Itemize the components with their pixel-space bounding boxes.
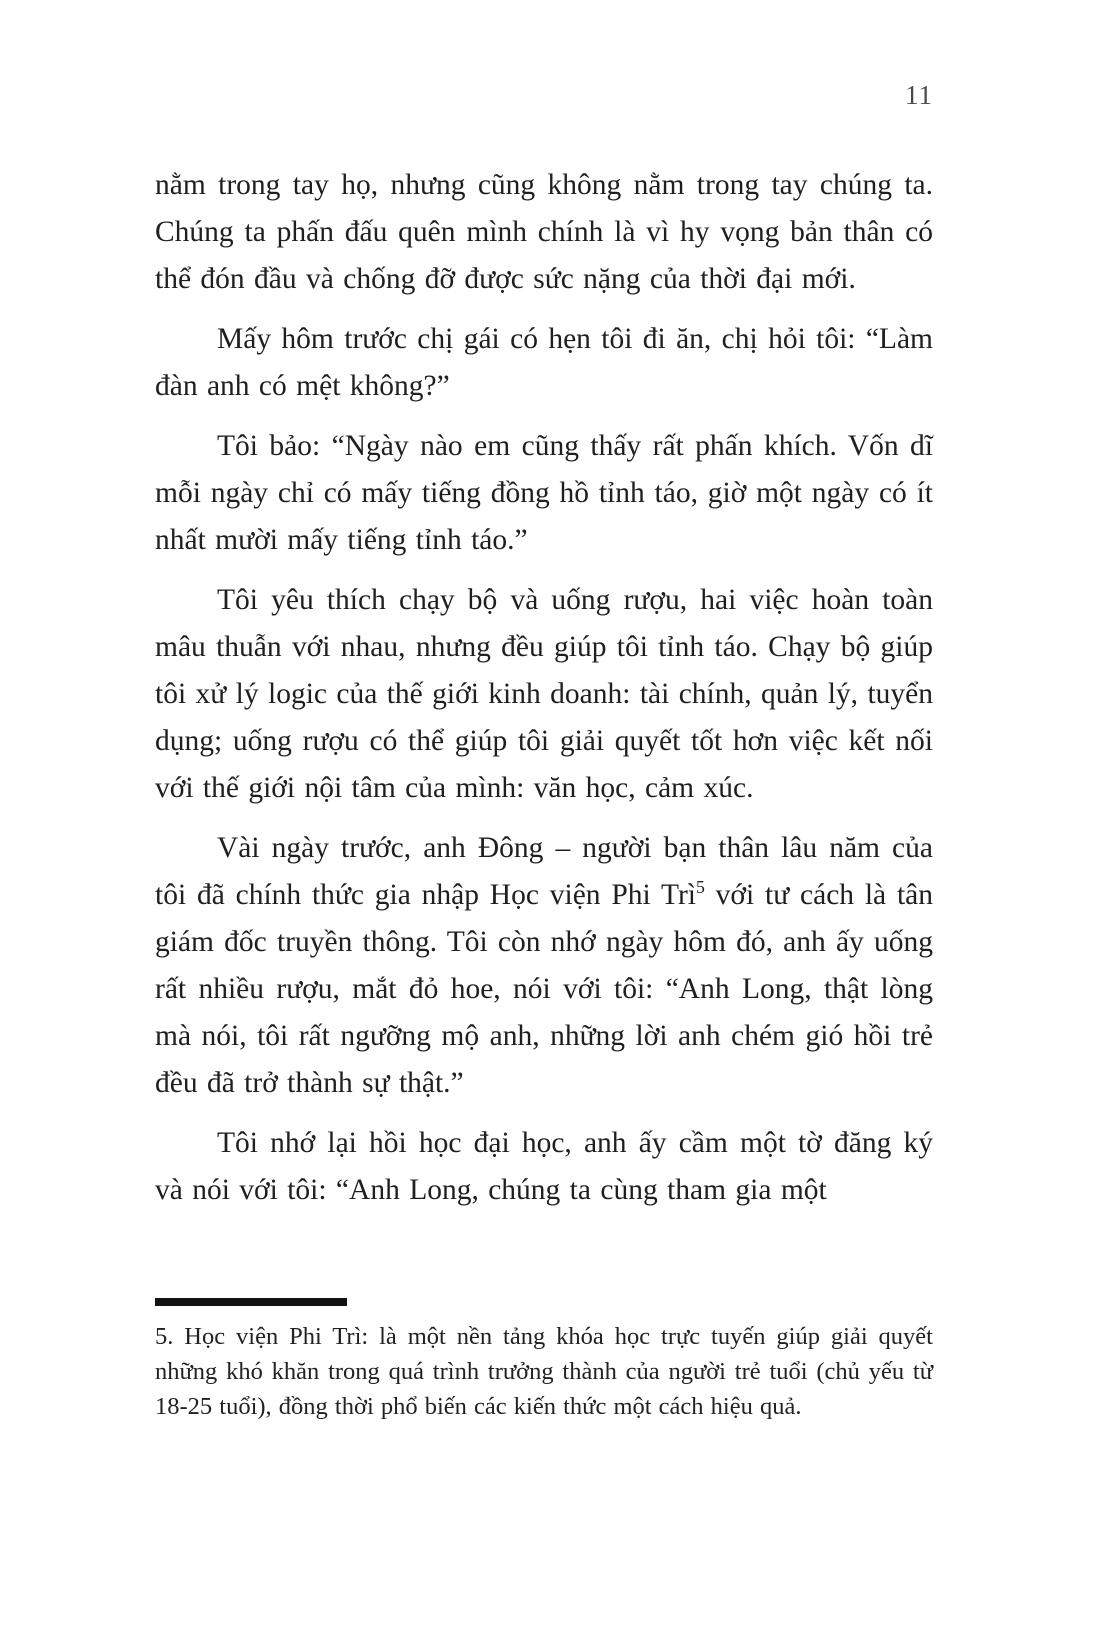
paragraph-1: nằm trong tay họ, nhưng cũng không nằm trong tay chúng ta. Chúng ta phấn đấu quên mình chính là vì hy vọng bản thân có thể đón đầu và chống đỡ được sức nặng của thời đại mới. — [155, 169, 933, 295]
page-number: 11 — [905, 80, 933, 110]
footnote-text: 5. Học viện Phi Trì: là một nền tảng khóa học trực tuyến giúp giải quyết những khó khăn trong quá trình trưởng thành của người trẻ tuổi (chủ yếu từ 18-25 tuổi), đồng thời phổ biến các kiến thức một cách hiệu quả. — [155, 1323, 933, 1420]
paragraph-6: Tôi nhớ lại hồi học đại học, anh ấy cầm một tờ đăng ký và nói với tôi: “Anh Long, chúng ta cùng tham gia một — [155, 1127, 933, 1206]
paragraph-2: Mấy hôm trước chị gái có hẹn tôi đi ăn, chị hỏi tôi: “Làm đàn anh có mệt không?” — [155, 323, 933, 402]
paragraph-5 — [155, 825, 933, 1107]
paragraph-5-text-after-ref: với tư cách là tân giám đốc truyền thông. Tôi còn nhớ ngày hôm đó, anh ấy uống rất nhiều rượu, mắt đỏ hoe, nói với tôi: “Anh Long, thật lòng mà nói, tôi rất ngưỡng mộ anh, những lời anh chém gió hồi trẻ đều đã trở thành sự thật.” — [155, 879, 933, 1099]
body-text — [155, 162, 933, 1214]
footnote-reference-5: 5 — [696, 877, 705, 898]
paragraph-5-text-before-ref: Vài ngày trước, anh Đông – người bạn thân lâu năm của tôi đã chính thức gia nhập Học viện Phi Trì — [155, 832, 933, 911]
paragraph-4: Tôi yêu thích chạy bộ và uống rượu, hai việc hoàn toàn mâu thuẫn với nhau, nhưng đều giúp tôi tỉnh táo. Chạy bộ giúp tôi xử lý logic của thế giới kinh doanh: tài chính, quản lý, tuyển dụng; uống rượu có thể giúp tôi giải quyết tốt hơn việc kết nối với thế giới nội tâm của mình: văn học, cảm xúc. — [155, 584, 933, 804]
paragraph-3: Tôi bảo: “Ngày nào em cũng thấy rất phấn khích. Vốn dĩ mỗi ngày chỉ có mấy tiếng đồng hồ tỉnh táo, giờ một ngày có ít nhất mười mấy tiếng tỉnh táo.” — [155, 430, 933, 556]
footnote-area — [155, 1298, 933, 1424]
footnote-divider-rule — [155, 1298, 347, 1306]
page-content — [155, 0, 933, 1214]
